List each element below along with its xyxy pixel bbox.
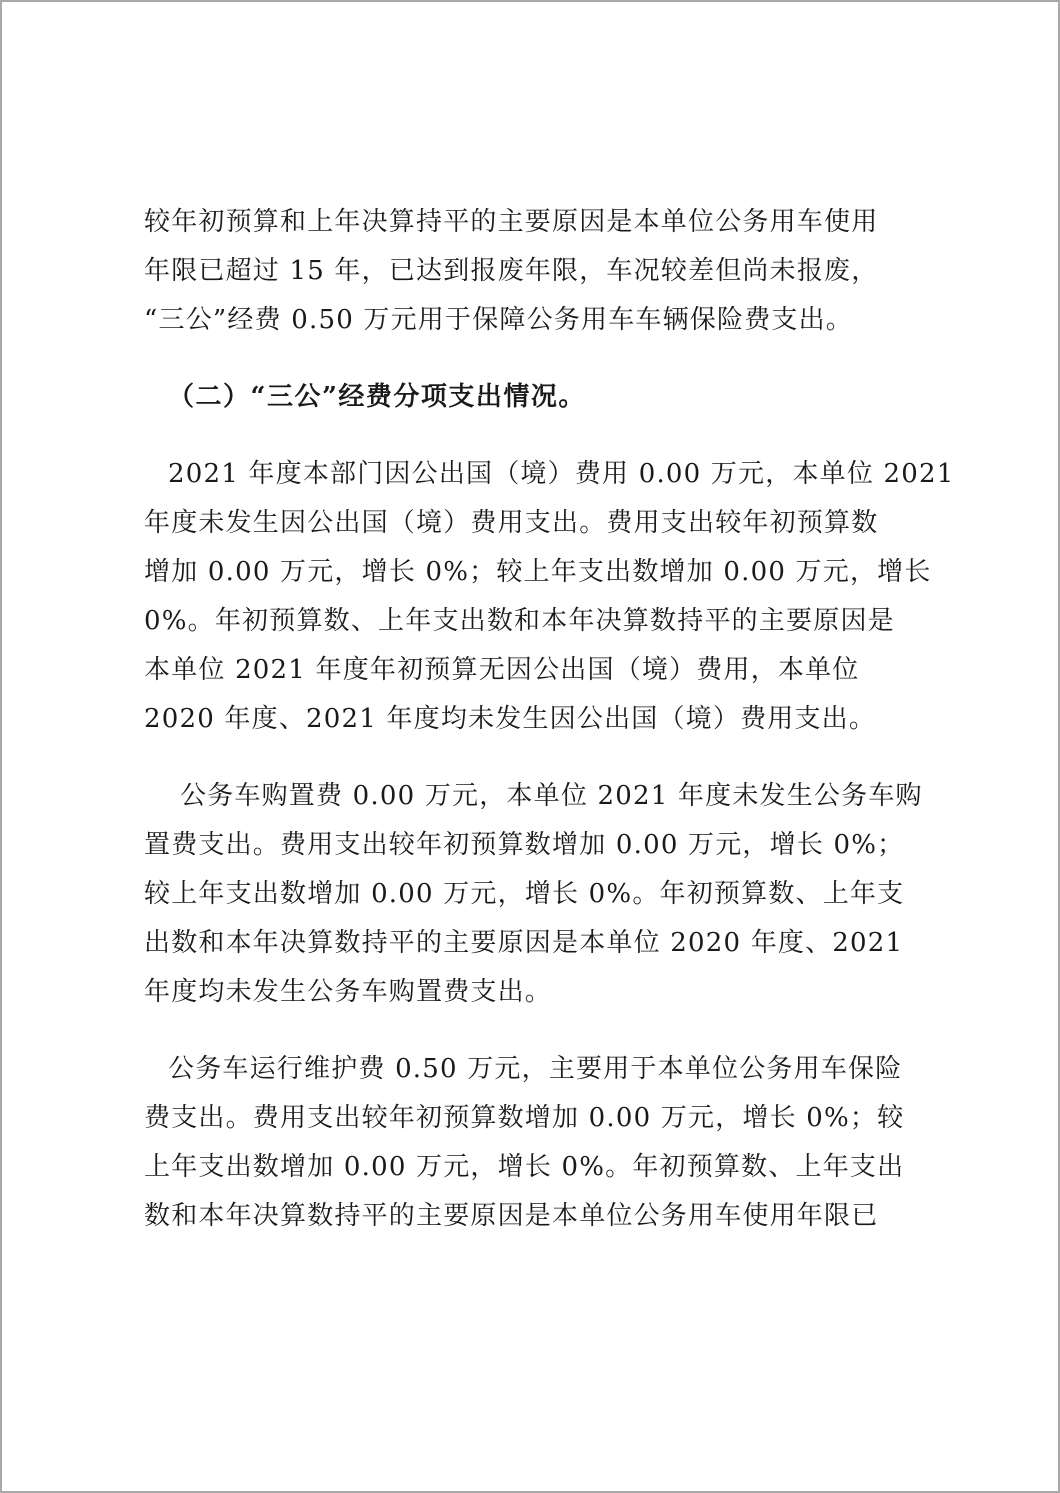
- section-heading: （二）“三公”经费分项支出情况。: [168, 382, 586, 412]
- paragraph-line: 本单位 2021 年度年初预算无因公出国（境）费用，本单位: [144, 655, 860, 685]
- paragraph-line: 增加 0.00 万元，增长 0%；较上年支出数增加 0.00 万元，增长: [144, 557, 932, 587]
- paragraph-line: 上年支出数增加 0.00 万元，增长 0%。年初预算数、上年支出: [144, 1152, 905, 1182]
- paragraph-vehicle-maintenance: [144, 1045, 934, 1241]
- paragraph-line: 较年初预算和上年决算持平的主要原因是本单位公务用车使用: [144, 207, 879, 237]
- paragraph-line: “三公”经费 0.50 万元用于保障公务用车车辆保险费支出。: [144, 305, 854, 335]
- paragraph-line: 0%。年初预算数、上年支出数和本年决算数持平的主要原因是: [144, 606, 895, 636]
- paragraph-line: 公务车购置费 0.00 万元，本单位 2021 年度未发生公务车购: [180, 781, 923, 811]
- paragraph-line: 年限已超过 15 年，已达到报废年限，车况较差但尚未报废，: [144, 256, 879, 286]
- paragraph-line: 公务车运行维护费 0.50 万元，主要用于本单位公务用车保险: [168, 1054, 903, 1084]
- paragraph-line: 2020 年度、2021 年度均未发生因公出国（境）费用支出。: [144, 704, 877, 734]
- paragraph-line: 较上年支出数增加 0.00 万元，增长 0%。年初预算数、上年支: [144, 879, 905, 909]
- paragraph-line: 2021 年度本部门因公出国（境）费用 0.00 万元，本单位 2021: [168, 459, 955, 489]
- paragraph-line: 年度均未发生公务车购置费支出。: [144, 977, 553, 1007]
- document-body: [144, 198, 955, 1241]
- paragraph-vehicle-purchase: [144, 772, 934, 1017]
- paragraph-line: 费支出。费用支出较年初预算数增加 0.00 万元，增长 0%；较: [144, 1103, 905, 1133]
- paragraph-line: 出数和本年决算数持平的主要原因是本单位 2020 年度、2021: [144, 928, 904, 958]
- paragraph-line: 置费支出。费用支出较年初预算数增加 0.00 万元，增长 0%；: [144, 830, 905, 860]
- paragraph-line: 数和本年决算数持平的主要原因是本单位公务用车使用年限已: [144, 1201, 879, 1231]
- paragraph-line: 年度未发生因公出国（境）费用支出。费用支出较年初预算数: [144, 508, 879, 538]
- paragraph-previous-continuation: [144, 198, 934, 345]
- paragraph-abroad-expenses: [144, 450, 955, 744]
